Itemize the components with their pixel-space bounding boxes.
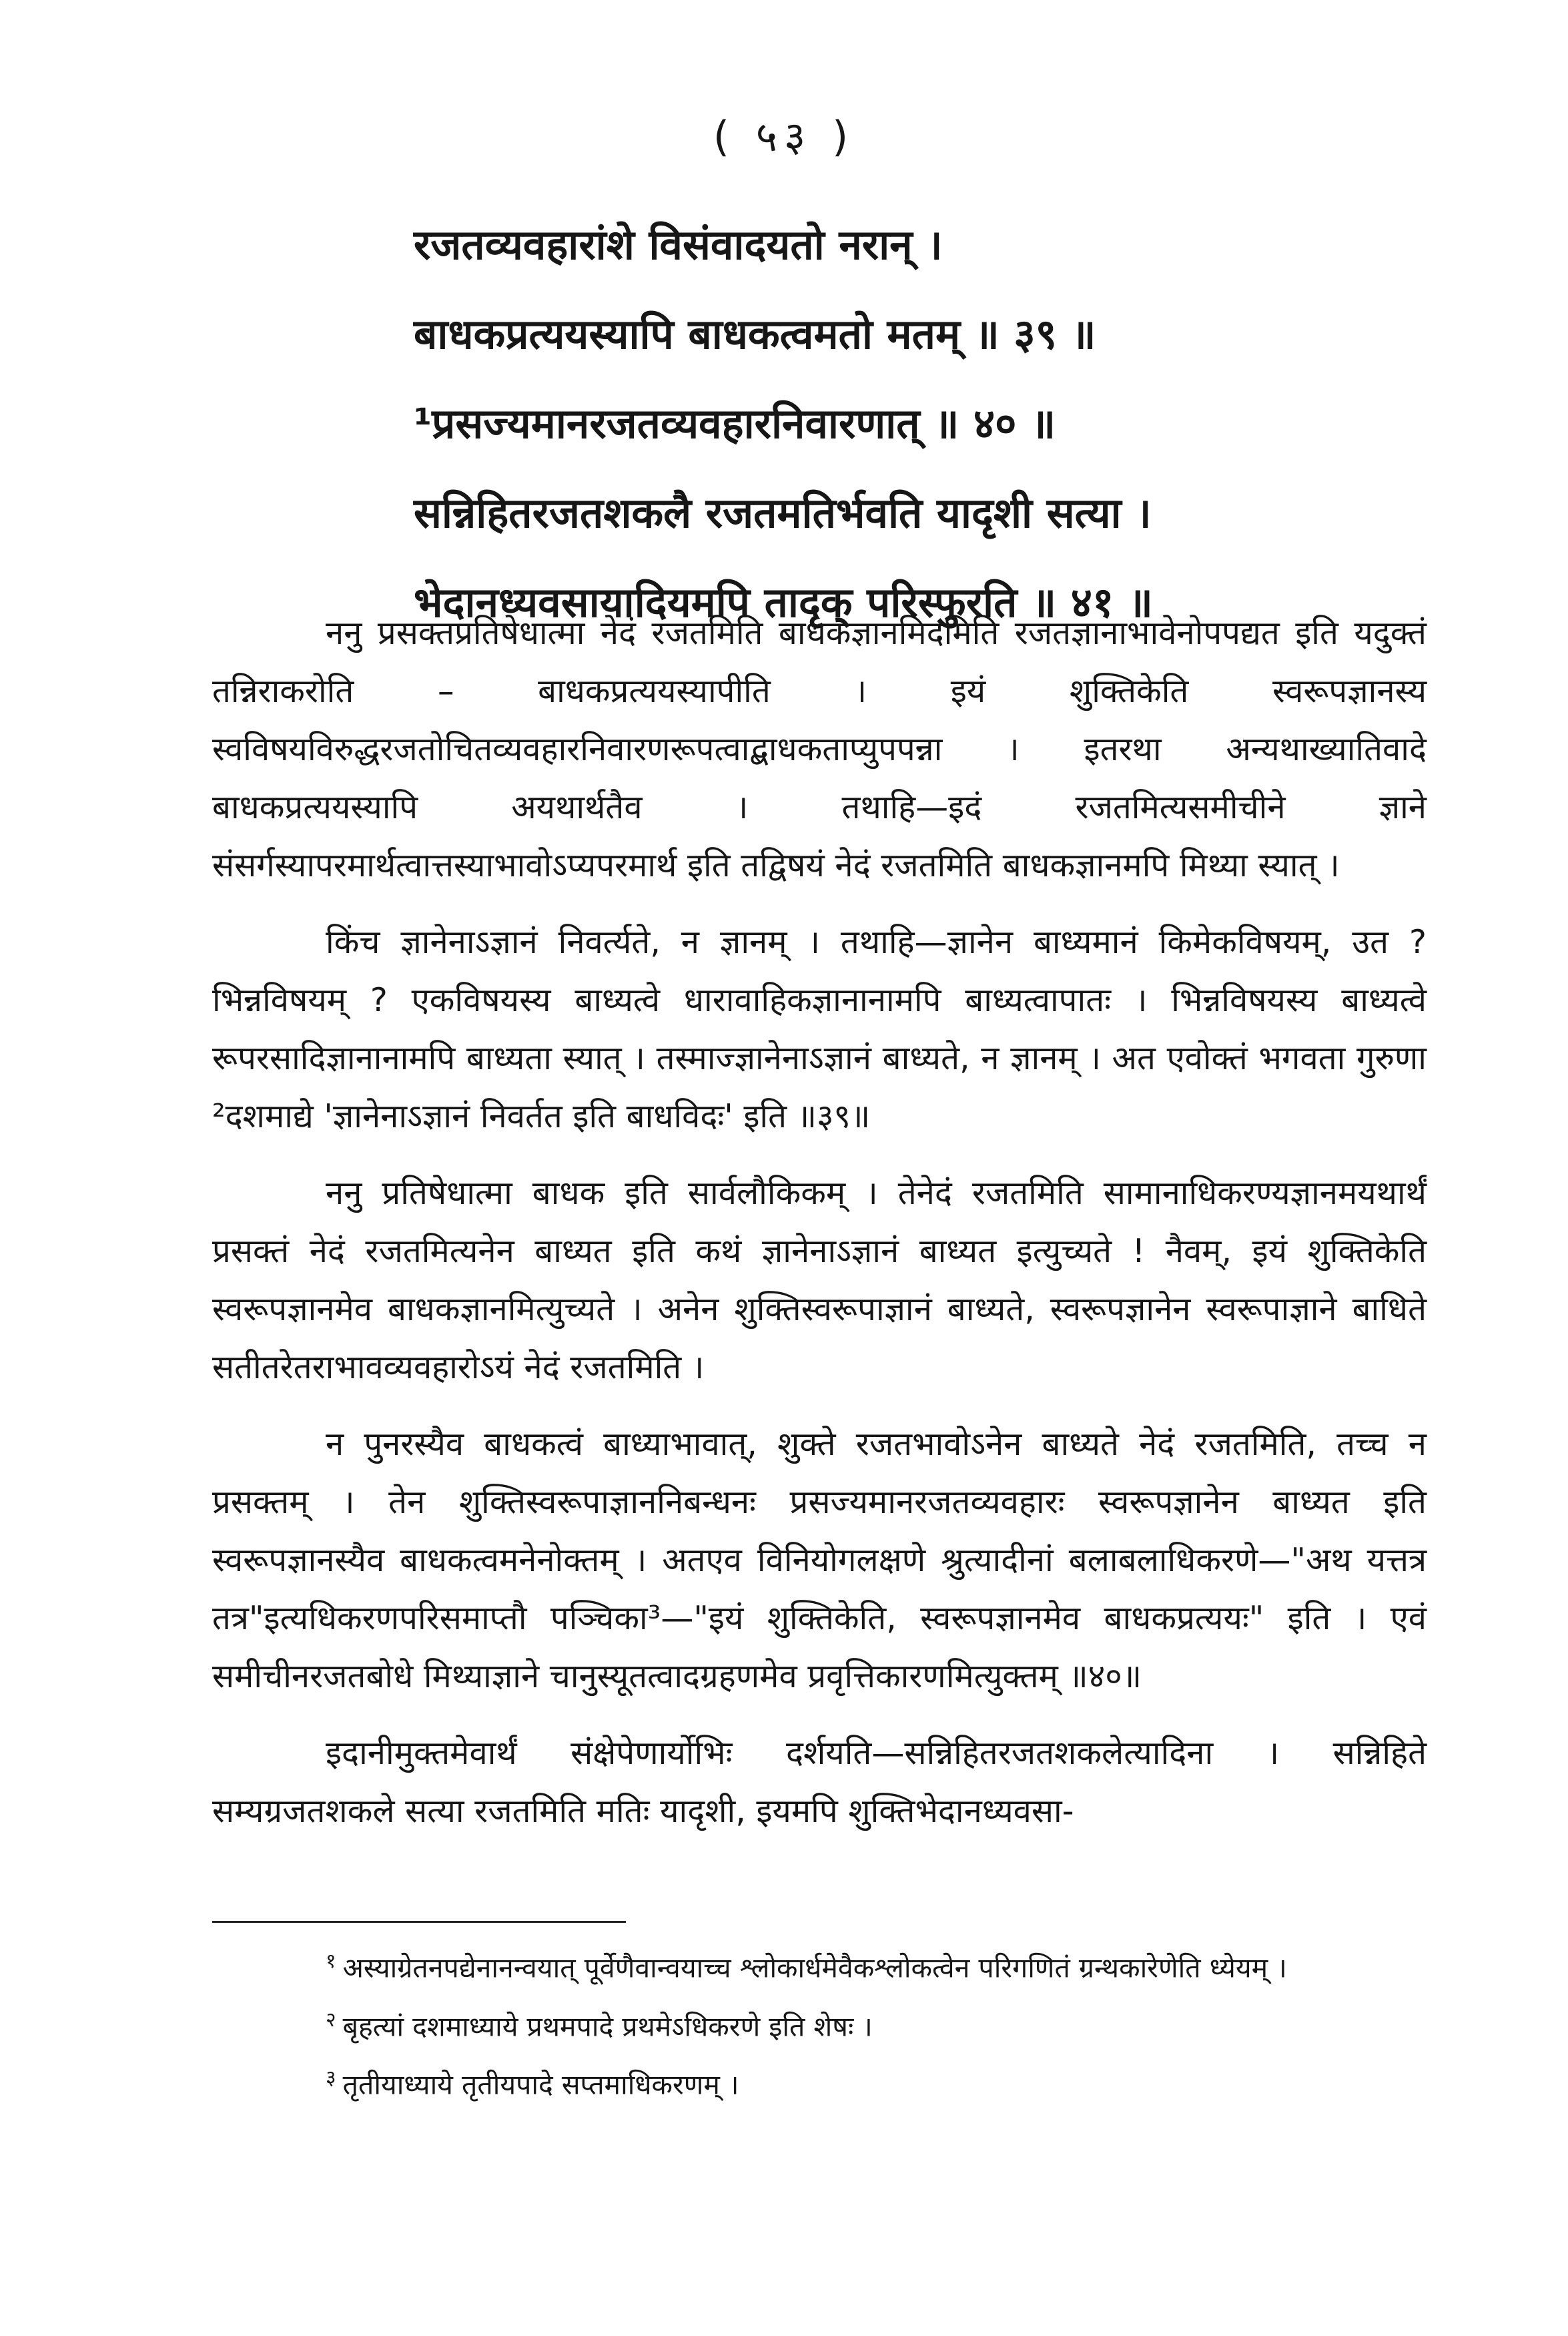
- verse-line: सन्निहितरजतशकलै रजतमतिर्भवति यादृशी सत्या ।: [414, 489, 1152, 537]
- commentary-paragraph: ननु प्रसक्तप्रतिषेधात्मा नेदं रजतमिति बाधकज्ञानमिदमिति रजतज्ञानाभावेनोपपद्यत इति यदुक्तं तन्निराकरोति – बाधकप्रत्ययस्यापीति । इयं शुक्तिकेति स्वरूपज्ञानस्य स्वविषयविरुद्धरजतोचितव्यवहारनिवारणरूपत्वाद्बाधकताप्युपपन्ना । इतरथा अन्यथाख्यातिवादे बाधकप्रत्ययस्यापि अयथार्थतैव । तथाहि—इदं रजतमित्यसमीचीने ज्ञाने संसर्गस्यापरमार्थत्वात्तस्याभावोऽप्यपरमार्थ इति तद्विषयं नेदं रजतमिति बाधकज्ञानमपि मिथ्या स्यात् ।: [212, 614, 1427, 884]
- commentary-paragraph: किंच ज्ञानेनाऽज्ञानं निवर्त्यते, न ज्ञानम् । तथाहि—ज्ञानेन बाध्यमानं किमेकविषयम्, उत ? भिन्नविषयम् ? एकविषयस्य बाध्यत्वे धारावाहिकज्ञानानामपि बाध्यत्वापातः । भिन्नविषयस्य बाध्यत्वे रूपरसादिज्ञानानामपि बाध्यता स्यात् । तस्माज्ज्ञानेनाऽज्ञानं बाध्यते, न ज्ञानम् । अत एवोक्तं भगवता गुरुणा ²दशमाद्ये 'ज्ञानेनाऽज्ञानं निवर्तत इति बाधविदः' इति ॥३९॥: [212, 923, 1427, 1135]
- footnote-number: ३: [326, 2066, 336, 2090]
- footnote-divider: [212, 1921, 626, 1923]
- footnote-number: २: [326, 2008, 336, 2032]
- footnote-number: १: [326, 1950, 336, 1973]
- commentary-paragraph: इदानीमुक्तमेवार्थं संक्षेपेणार्योभिः दर्शयति—सन्निहितरजतशकलेत्यादिना । सन्निहिते सम्यग्रजतशकले सत्या रजतमिति मतिः यादृशी, इयमपि शुक्तिभेदानध्यवसा-: [212, 1734, 1427, 1830]
- commentary-text: [212, 604, 1427, 1840]
- footnote-text: तृतीयाध्याये तृतीयपादे सप्तमाधिकरणम् ।: [342, 2068, 739, 2101]
- footnote: [212, 2052, 1427, 2111]
- commentary-paragraph: न पुनरस्यैव बाधकत्वं बाध्याभावात्, शुक्ते रजतभावोऽनेन बाध्यते नेदं रजतमिति, तच्च न प्रसक्तम् । तेन शुक्तिस्वरूपाज्ञाननिबन्धनः प्रसज्यमानरजतव्यवहारः स्वरूपज्ञानेन बाध्यत इति स्वरूपज्ञानस्यैव बाधकत्वमनेनोक्तम् । अतएव विनियोगलक्षणे श्रुत्यादीनां बलाबलाधिकरणे—"अथ यत्तत्र तत्र"इत्यधिकरणपरिसमाप्तौ पञ्चिका³—"इयं शुक्तिकेति, स्वरूपज्ञानमेव बाधकप्रत्ययः" इति । एवं समीचीनरजतबोधे मिथ्याज्ञाने चानुस्यूतत्वादग्रहणमेव प्रवृत्तिकारणमित्युक्तम् ॥४०॥: [212, 1425, 1427, 1695]
- footnote: [212, 1994, 1427, 2053]
- footnote-text: बृहत्यां दशमाध्याये प्रथमपादे प्रथमेऽधिकरणे इति शेषः ।: [342, 2010, 873, 2043]
- commentary-paragraph: ननु प्रतिषेधात्मा बाधक इति सार्वलौकिकम् । तेनेदं रजतमिति सामानाधिकरण्यज्ञानमयथार्थं प्रसक्तं नेदं रजतमित्यनेन बाध्यत इति कथं ज्ञानेनाऽज्ञानं बाध्यत इत्युच्यते ! नैवम्, इयं शुक्तिकेति स्वरूपज्ञानमेव बाधकज्ञानमित्युच्यते । अनेन शुक्तिस्वरूपाज्ञानं बाध्यते, स्वरूपज्ञानेन स्वरूपाज्ञाने बाधिते सतीतरेतराभावव्यवहारोऽयं नेदं रजतमिति ।: [212, 1174, 1427, 1386]
- page-number: ( ५३ ): [713, 112, 855, 161]
- verse-line: ¹प्रसज्यमानरजतव्यवहारनिवारणात् ॥ ४० ॥: [414, 399, 1056, 448]
- verse-block: [414, 200, 1455, 647]
- footnote-text: अस्याग्रेतनपद्येनानन्वयात् पूर्वेणैवान्वयाच्च श्लोकार्धमेवैकश्लोकत्वेन परिगणितं ग्रन्थकारेणेति ध्येयम् ।: [342, 1952, 1287, 1984]
- footnote: [212, 1936, 1427, 1994]
- footnotes: [212, 1936, 1427, 2111]
- verse-line: बाधकप्रत्ययस्यापि बाधकत्वमतो मतम् ॥ ३९ ॥: [414, 310, 1096, 358]
- verse-line: रजतव्यवहारांशे विसंवादयतो नरान् ।: [414, 220, 943, 269]
- verse-line: भेदानध्यवसायादियमपि तादृक् परिस्फुरति ॥ ४१ ॥: [414, 578, 1153, 627]
